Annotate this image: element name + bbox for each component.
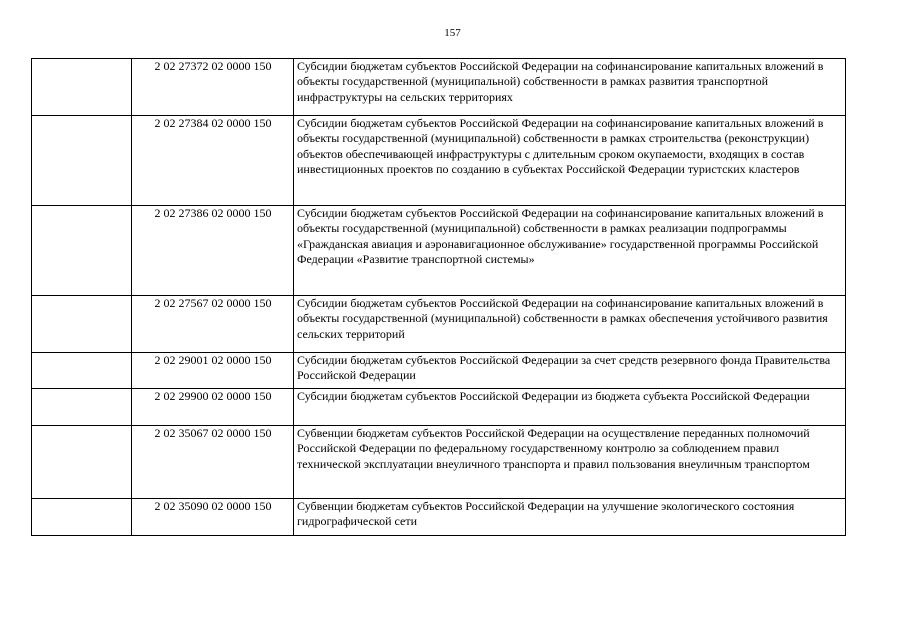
revenue-code-cell: 2 02 35067 02 0000 150 [132,426,294,499]
table-row [32,59,846,116]
table-row [32,499,846,536]
table-row [32,206,846,296]
revenue-description-cell: Субвенции бюджетам субъектов Российской Федерации на улучшение экологического состояния гидрографической сети [294,499,846,536]
revenue-code-cell: 2 02 27567 02 0000 150 [132,296,294,353]
budget-classification-table [31,58,846,536]
revenue-code-cell: 2 02 27386 02 0000 150 [132,206,294,296]
table-row [32,353,846,389]
table-row [32,426,846,499]
revenue-code-cell: 2 02 29900 02 0000 150 [132,389,294,426]
revenue-code-cell: 2 02 27384 02 0000 150 [132,116,294,206]
revenue-description-cell: Субсидии бюджетам субъектов Российской Федерации на софинансирование капитальных вложений в объекты государственной (муниципальной) собственности в рамках строительства (реконструкции) объектов обеспечивающей инфраструктуры с длительным сроком окупаемости, входящих в состав инвестиционных проектов по созданию в субъектах Российской Федерации туристских кластеров [294,116,846,206]
page-number: 157 [444,27,461,39]
revenue-description-cell: Субвенции бюджетам субъектов Российской Федерации на осуществление переданных полномочий Российской Федерации по федеральному государственному контролю за соблюдением правил технической эксплуатации внеуличного транспорта и правил пользования внеуличным транспортом [294,426,846,499]
admin-code-cell [32,59,132,116]
admin-code-cell [32,499,132,536]
admin-code-cell [32,426,132,499]
table-row [32,116,846,206]
revenue-description-cell: Субсидии бюджетам субъектов Российской Федерации на софинансирование капитальных вложений в объекты государственной (муниципальной) собственности в рамках обеспечения устойчивого развития сельских территорий [294,296,846,353]
admin-code-cell [32,116,132,206]
revenue-code-cell: 2 02 29001 02 0000 150 [132,353,294,389]
admin-code-cell [32,353,132,389]
revenue-code-cell: 2 02 27372 02 0000 150 [132,59,294,116]
admin-code-cell [32,206,132,296]
revenue-description-cell: Субсидии бюджетам субъектов Российской Федерации на софинансирование капитальных вложений в объекты государственной (муниципальной) собственности в рамках реализации подпрограммы «Гражданская авиация и аэронавигационное обслуживание» государственной программы Российской Федерации «Развитие транспортной системы» [294,206,846,296]
table-row [32,296,846,353]
admin-code-cell [32,296,132,353]
revenue-description-cell: Субсидии бюджетам субъектов Российской Федерации из бюджета субъекта Российской Федерации [294,389,846,426]
revenue-description-cell: Субсидии бюджетам субъектов Российской Федерации за счет средств резервного фонда Правительства Российской Федерации [294,353,846,389]
table-row [32,389,846,426]
revenue-description-cell: Субсидии бюджетам субъектов Российской Федерации на софинансирование капитальных вложений в объекты государственной (муниципальной) собственности в рамках развития транспортной инфраструктуры на сельских территориях [294,59,846,116]
admin-code-cell [32,389,132,426]
revenue-code-cell: 2 02 35090 02 0000 150 [132,499,294,536]
